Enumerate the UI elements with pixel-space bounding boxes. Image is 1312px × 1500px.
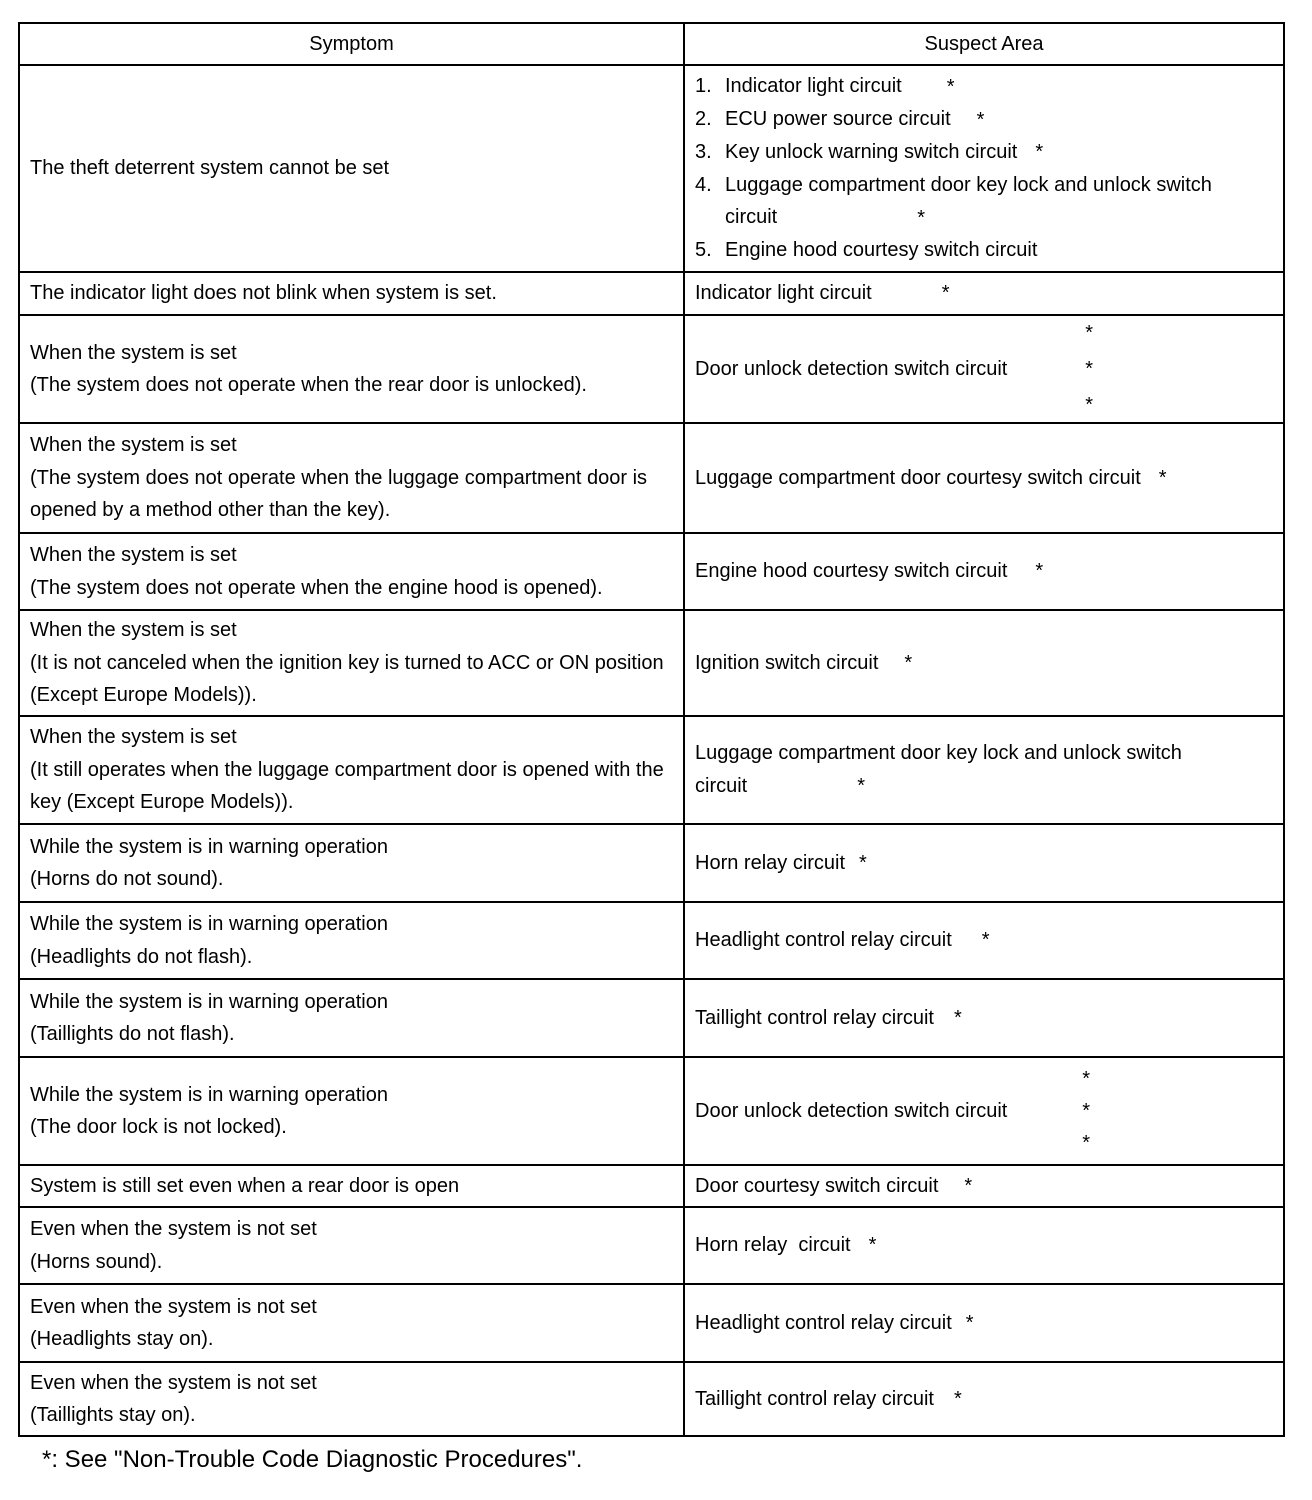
symptom-cell [19,979,684,1057]
symptom-text: The indicator light does not blink when system is set. [30,282,497,305]
symptom-text: While the system is in warning operation [30,835,388,858]
symptom-table [18,22,1285,1437]
suspect-text: Horn relay circuit [695,1234,851,1257]
symptom-cell [19,1362,684,1436]
table-row [19,1165,1284,1207]
symptom-cell [19,272,684,315]
symptom-detail: (The system does not operate when the rear door is unlocked). [30,374,587,396]
symptom-cell [19,533,684,610]
symptom-cell [19,315,684,423]
symptom-text: When the system is set [30,544,237,566]
table-row [19,610,1284,716]
symptom-text: When the system is set [30,341,237,364]
symptom-text: System is still set even when a rear door is open [30,1174,460,1197]
table-row [19,824,1284,902]
symptom-detail: (Headlights stay on). [30,1328,214,1350]
footnote [42,1446,582,1474]
symptom-detail: (The system does not operate when the engine hood is opened). [30,576,603,599]
symptom-cell [19,716,684,824]
asterisk-icon: * [1035,560,1044,583]
symptom-text: While the system is in warning operation [30,990,388,1013]
asterisk-icon: * [976,108,985,131]
suspect-cell [684,1362,1284,1436]
suspect-area-header: Suspect Area [684,23,1284,65]
asterisk-icon: * [946,75,955,98]
suspect-text: Luggage compartment door courtesy switch circuit [695,466,1141,489]
table-row [19,902,1284,979]
suspect-cell [684,716,1284,824]
suspect-cell [684,1165,1284,1207]
symptom-detail: (It is not canceled when the ignition key is turned to ACC or ON position (Except Europe Models)). [30,651,664,707]
symptom-cell [19,1207,684,1284]
asterisk-icon: * [1082,1132,1090,1154]
suspect-text: Indicator light circuit [695,282,872,305]
symptom-text: The theft deterrent system cannot be set [30,157,390,180]
asterisk-icon: * [1035,141,1044,164]
asterisk-icon: * [42,1446,52,1473]
suspect-text: Ignition switch circuit [695,651,879,674]
suspect-cell [684,610,1284,716]
asterisk-icon: * [1085,358,1093,380]
symptom-cell [19,1057,684,1165]
suspect-cell [684,423,1284,533]
table-row [19,272,1284,315]
suspect-cell [684,1207,1284,1284]
table-row [19,423,1284,533]
table-row [19,1057,1284,1165]
suspect-item: 4. Luggage compartment door key lock and unlock switch [695,173,1212,196]
asterisk-icon: * [1158,466,1167,489]
symptom-text: While the system is in warning operation [30,1083,388,1106]
asterisk-icon: * [941,282,950,305]
symptom-detail: (Headlights do not flash). [30,945,253,968]
suspect-text: Headlight control relay circuit [695,929,952,952]
table-row [19,979,1284,1057]
symptom-text: Even when the system is not set [30,1371,317,1394]
symptom-text: When the system is set [30,619,237,642]
symptom-cell [19,423,684,533]
asterisk-column [1082,1063,1090,1159]
asterisk-icon: * [857,775,866,798]
symptom-cell [19,1284,684,1362]
suspect-cell [684,824,1284,902]
asterisk-column [1085,315,1093,423]
suspect-text: Luggage compartment door key lock and unlock switch [695,742,1182,765]
suspect-item-continuation: circuit * [695,201,1273,234]
table-row [19,1284,1284,1362]
symptom-detail: (Horns sound). [30,1250,163,1273]
suspect-item: 5. Engine hood courtesy switch circuit [695,239,1038,262]
suspect-cell [684,979,1284,1057]
symptom-text: When the system is set [30,726,237,749]
asterisk-icon: * [1082,1068,1090,1090]
asterisk-icon: * [1082,1100,1090,1122]
symptom-text: When the system is set [30,434,237,457]
asterisk-icon: * [1085,322,1093,344]
footnote-text: : See "Non-Trouble Code Diagnostic Procedures". [51,1446,583,1473]
suspect-item: 2. ECU power source circuit * [695,103,1273,136]
table-row [19,1362,1284,1436]
suspect-text: Horn relay circuit [695,851,846,874]
table-row [19,1207,1284,1284]
asterisk-icon: * [868,1234,877,1257]
symptom-header: Symptom [19,23,684,65]
asterisk-icon: * [953,1387,962,1410]
table-row [19,533,1284,610]
suspect-text: Taillight control relay circuit [695,1387,934,1410]
suspect-text: Headlight control relay circuit [695,1311,952,1334]
header-row [19,23,1284,65]
suspect-text: Door courtesy switch circuit [695,1174,939,1197]
suspect-cell [684,902,1284,979]
symptom-detail: (Taillights do not flash). [30,1023,235,1045]
asterisk-icon: * [953,1006,962,1029]
asterisk-icon: * [965,1311,974,1334]
symptom-cell [19,610,684,716]
symptom-detail: (The door lock is not locked). [30,1116,287,1138]
suspect-text: Taillight control relay circuit [695,1006,934,1029]
symptom-detail: (It still operates when the luggage compartment door is opened with the key (Except Europe Models)). [30,758,664,814]
suspect-cell [684,1057,1284,1165]
symptom-cell [19,1165,684,1207]
symptom-text: Even when the system is not set [30,1295,317,1318]
suspect-text: Door unlock detection switch circuit [695,1099,1008,1122]
asterisk-icon: * [917,206,926,229]
suspect-cell [684,272,1284,315]
asterisk-icon: * [981,929,990,952]
suspect-item: 1. Indicator light circuit * [695,70,1273,103]
symptom-cell [19,902,684,979]
symptom-text: While the system is in warning operation [30,913,388,935]
suspect-item: 3. Key unlock warning switch circuit * [695,136,1273,169]
asterisk-icon: * [859,851,867,874]
symptom-detail: (Taillights stay on). [30,1404,196,1426]
table-row [19,65,1284,272]
symptom-detail: (The system does not operate when the luggage compartment door is opened by a method other than the key). [30,466,648,522]
symptom-detail: (Horns do not sound). [30,868,224,890]
asterisk-icon: * [904,651,913,674]
suspect-text: Engine hood courtesy switch circuit [695,560,1008,583]
asterisk-icon: * [1085,394,1093,416]
suspect-cell [684,65,1284,272]
symptom-cell [19,65,684,272]
table-row [19,716,1284,824]
suspect-cell [684,315,1284,423]
suspect-text: Door unlock detection switch circuit [695,357,1008,380]
suspect-cell [684,1284,1284,1362]
suspect-continuation: circuit * [695,770,1273,803]
suspect-cell [684,533,1284,610]
asterisk-icon: * [964,1174,973,1197]
table-row [19,315,1284,423]
symptom-text: Even when the system is not set [30,1218,317,1240]
symptom-cell [19,824,684,902]
